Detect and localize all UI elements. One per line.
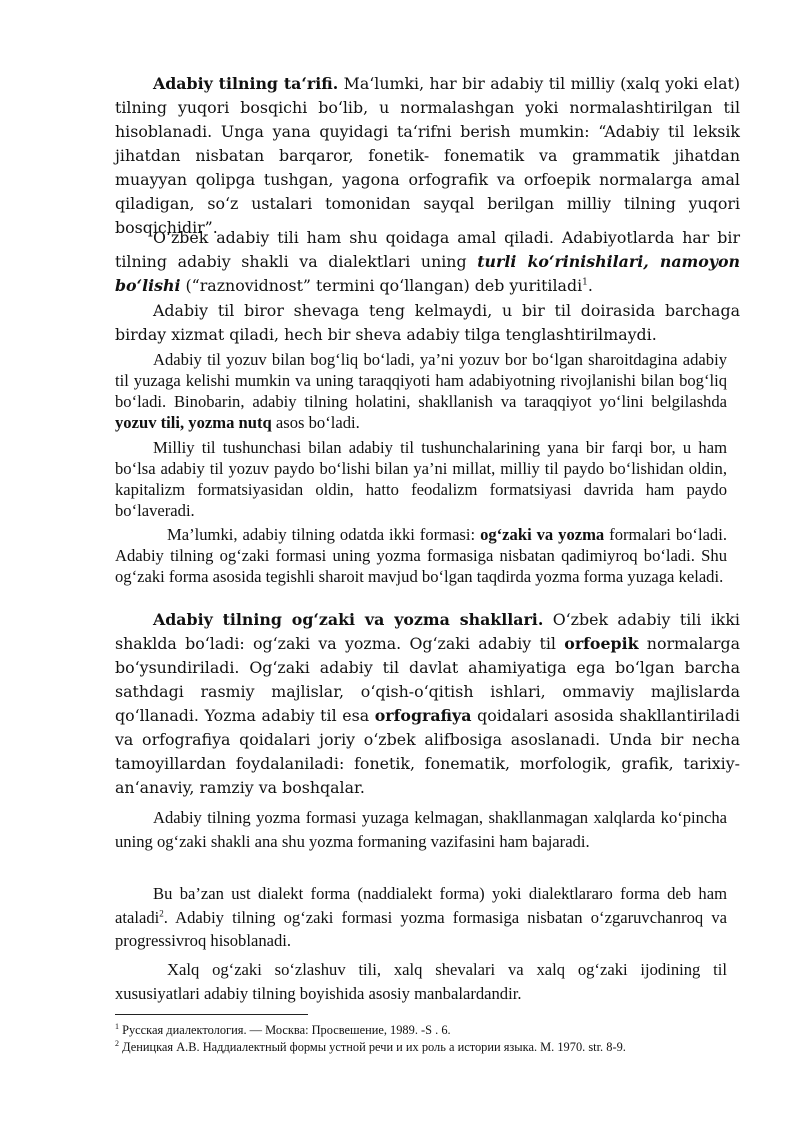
paragraph-text: . Adabiy tilning og‘zaki formasi yozma formasiga nisbatan o‘zgaruvchanroq va progressivroq hisoblanadi. bbox=[115, 907, 727, 950]
footnote-2 bbox=[115, 1039, 755, 1055]
paragraph-text: asos bo‘ladi. bbox=[271, 413, 360, 432]
paragraph-supradialect bbox=[115, 882, 727, 953]
oral-written-heading: Adabiy tilning og‘zaki va yozma shakllari. bbox=[153, 610, 544, 629]
paragraph-two-forms bbox=[115, 524, 727, 587]
paragraph-definition bbox=[115, 72, 740, 240]
footnote-mark: 2 bbox=[115, 1038, 119, 1048]
bold-term-orfoepik: orfoepik bbox=[564, 634, 639, 653]
footnote-text: Деницкая А.В. Наддиалектный формы устной речи и их роль а истории языка. М. 1970. str. 8-9. bbox=[119, 1040, 626, 1054]
bold-term: yozuv tili, yozma nutq bbox=[115, 413, 272, 432]
paragraph-national-language bbox=[115, 437, 727, 521]
paragraph-no-written-form bbox=[115, 806, 727, 853]
paragraph-writing bbox=[115, 349, 727, 433]
emphasis-text: turli ko‘rinishilari, namoyon bo‘lishi bbox=[115, 252, 741, 295]
paragraph-text: Adabiy til biror shevaga teng kelmaydi, u bir til doirasida barchaga birday xizmat qiladi, hech bir sheva adabiy tilga tenglashtirilmaydi. bbox=[115, 301, 740, 344]
paragraph-text: O‘zbek adabiy tili ikki shaklda bo‘ladi: og‘zaki va yozma. Og‘zaki adabiy til bbox=[115, 610, 740, 653]
paragraph-folk-sources bbox=[115, 958, 727, 1005]
bold-term: og‘zaki va yozma bbox=[480, 525, 605, 544]
footnote-mark: 1 bbox=[115, 1021, 119, 1031]
paragraph-text: O‘zbek adabiy tili ham shu qoidaga amal qiladi. Adabiyotlarda har bir tilning adabiy shakli va dialektlari uning bbox=[115, 228, 740, 271]
paragraph-dialect bbox=[115, 299, 740, 347]
definition-heading: Adabiy tilning ta‘rifi. bbox=[153, 74, 339, 93]
paragraph-text: Xalq og‘zaki so‘zlashuv tili, xalq shevalari va xalq og‘zaki ijodining til xususiyatlari adabiy tilning boyishida asosiy manbalardandir. bbox=[115, 960, 727, 1003]
paragraph-text: Bu ba’zan ust dialekt forma (naddialekt forma) yoki dialektlararo forma deb ham ataladi bbox=[115, 884, 727, 927]
paragraph-uzbek-literary bbox=[115, 226, 740, 298]
paragraph-text: Adabiy tilning yozma formasi yuzaga kelmagan, shakllanmagan xalqlarda ko‘pincha uning og‘zaki shakli ana shu yozma formaning vazifasini ham bajaradi. bbox=[115, 808, 727, 851]
paragraph-text: normalarga bo‘ysundiriladi. Og‘zaki adabiy til davlat ahamiyatiga ega bo‘lgan barcha sathdagi rasmiy majlislar, o‘qish-o‘qitish ishlari, ommaviy majlislarda qo‘llanadi. Yozma adabiy til esa bbox=[115, 634, 740, 725]
paragraph-text: Milliy til tushunchasi bilan adabiy til tushunchalarining yana bir farqi bor, u ham bo‘lsa adabiy til yozuv paydo bo‘lishi bilan ya’ni millat, milliy til paydo bo‘lishidan oldin, kapitalizm formatsiyasidan oldin, hatto feodalizm formatsiyasi davrida ham paydo bo‘laveradi. bbox=[115, 438, 727, 520]
footnote-ref-1[interactable]: 1 bbox=[582, 277, 588, 288]
definition-text: Ma‘lumki, har bir adabiy til milliy (xalq yoki elat) tilning yuqori bosqichi bo‘lib, u normalashgan yoki normalashtirilgan til hisoblanadi. Unga yana quyidagi ta‘rifni berish mumkin: “Adabiy til leksik jihatdan nisbatan barqaror, fonetik- fonematik va grammatik jihatdan muayyan qolipga tushgan, yagona orfografik va orfoepik normalarga amal qiladigan, so‘z ustalari tomonidan sayqal berilgan milliy tilning yuqori bosqichidir”. bbox=[115, 74, 741, 237]
footnote-ref-2[interactable]: 2 bbox=[159, 907, 164, 918]
footnote-divider bbox=[115, 1014, 308, 1015]
bold-term-orfografiya: orfografiya bbox=[374, 706, 472, 725]
paragraph-oral-written bbox=[115, 608, 740, 800]
paragraph-text: qoidalari asosida shakllantiriladi va orfografiya qoidalari joriy o‘zbek alifbosiga asoslanadi. Unda bir necha tamoyillardan foydalaniladi: fonetik, fonematik, morfologik, grafik, tarixiy-an‘anaviy, ramziy va boshqalar. bbox=[115, 706, 740, 797]
paragraph-text: formalari bo‘ladi. Adabiy tilning og‘zaki formasi uning yozma formasiga nisbatan qadimiyroq bo‘ladi. Shu og‘zaki forma asosida tegishli sharoit mavjud bo‘lgan taqdirda yozma forma yuzaga keladi. bbox=[115, 525, 727, 586]
paragraph-text: Ma’lumki, adabiy tilning odatda ikki formasi: bbox=[167, 525, 481, 544]
paragraph-text: (“raznovidnost” termini qo‘llangan) deb yuritiladi bbox=[180, 276, 583, 295]
paragraph-text: . bbox=[587, 276, 593, 295]
footnote-1 bbox=[115, 1022, 755, 1038]
footnote-text: Русская диалектология. — Москва: Просвешение, 1989. -S . 6. bbox=[119, 1023, 451, 1037]
paragraph-text: Adabiy til yozuv bilan bog‘liq bo‘ladi, ya’ni yozuv bor bo‘lgan sharoitdagina adabiy til yuzaga kelishi mumkin va uning taraqqiyoti ham adabiyotning rivojlanishi bilan bog‘liq bo‘ladi. Binobarin, adabiy tilning holatini, shakllanish va taraqqiyot yo‘lini belgilashda bbox=[115, 350, 727, 411]
